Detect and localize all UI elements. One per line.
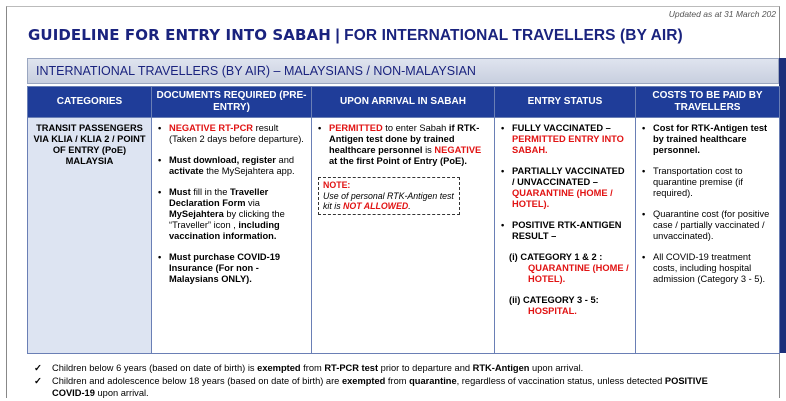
footnote-1: ✓ Children below 6 years (based on date of birth) is exempted from RT-PCR test prior to departure and RTK-Antigen upon arrival. xyxy=(34,363,584,373)
footnote-2: ✓ Children and adolescence below 18 years (based on date of birth) are exempted from quarantine, regardless of vaccination status, unless detected POSITIVE xyxy=(34,376,708,386)
costs-cell xyxy=(636,118,780,354)
cost-item: • Quarantine cost (for positive case / partially vaccinated / unvaccinated). xyxy=(642,209,773,242)
section-header: INTERNATIONAL TRAVELLERS (BY AIR) – MALAYSIANS / NON-MALAYSIAN xyxy=(27,58,779,84)
doc-item-declaration: • Must fill in the Traveller Declaration Form via MySejahtera by clicking the “Traveller” icon , including vaccination information. xyxy=(158,187,305,242)
table-row xyxy=(28,118,780,354)
positive-subcategories xyxy=(501,252,629,317)
sub-category-3-5: (ii) CATEGORY 3 - 5: HOSPITAL. xyxy=(509,295,599,316)
cost-item: • All COVID-19 treatment costs, including hospital admission (Category 3 - 5). xyxy=(642,252,773,285)
col-arrival: UPON ARRIVAL IN SABAH xyxy=(312,87,495,118)
checkmark-icon: ✓ xyxy=(34,363,42,373)
title-sub: FOR INTERNATIONAL TRAVELLERS (BY AIR) xyxy=(344,27,683,44)
arrival-note: NOTE: Use of personal RTK-Antigen test kit is NOT ALLOWED. xyxy=(318,177,460,215)
note-label: NOTE: xyxy=(323,180,351,190)
footnote-2-continued: COVID-19 upon arrival. xyxy=(52,388,149,398)
updated-date: Updated as at 31 March 202 xyxy=(668,9,776,19)
right-edge-bar xyxy=(779,58,786,353)
checkmark-icon: ✓ xyxy=(34,376,42,386)
arrival-item: • PERMITTED to enter Sabah if RTK-Antigen test done by trained healthcare personnel is NEGATIVE at the first Point of Entry (PoE). xyxy=(318,123,488,167)
col-documents: DOCUMENTS REQUIRED (PRE-ENTRY) xyxy=(152,87,312,118)
cost-item: • Transportation cost to quarantine premise (if required). xyxy=(642,166,773,199)
sub-category-1-2: (i) CATEGORY 1 & 2 : QUARANTINE (HOME / HOTEL). xyxy=(509,252,629,284)
col-costs: COSTS TO BE PAID BY TRAVELLERS xyxy=(636,87,780,118)
table-header-row xyxy=(28,87,780,118)
title-main: GUIDELINE FOR ENTRY INTO SABAH xyxy=(28,26,331,44)
page-title xyxy=(28,26,683,45)
category-cell xyxy=(28,118,152,354)
status-fully-vaccinated: • FULLY VACCINATED – PERMITTED ENTRY INTO SABAH. xyxy=(501,123,629,156)
status-partially-vaccinated: • PARTIALLY VACCINATED / UNVACCINATED – QUARANTINE (HOME / HOTEL). xyxy=(501,166,629,210)
category-text: TRANSIT PASSENGERS VIA KLIA / KLIA 2 / POINT OF ENTRY (PoE) MALAYSIA xyxy=(33,123,146,166)
arrival-cell xyxy=(312,118,495,354)
doc-item-insurance: • Must purchase COVID-19 Insurance (For non - Malaysians ONLY). xyxy=(158,252,305,285)
documents-cell xyxy=(152,118,312,354)
guideline-table xyxy=(27,86,780,354)
doc-item-rtpcr: • NEGATIVE RT-PCR result (Taken 2 days before departure). xyxy=(158,123,305,145)
col-status: ENTRY STATUS xyxy=(495,87,636,118)
title-separator: | xyxy=(330,27,345,44)
status-positive: • POSITIVE RTK-ANTIGEN RESULT – xyxy=(501,220,629,242)
doc-item-mysejahtera: • Must download, register and activate the MySejahtera app. xyxy=(158,155,305,177)
status-cell xyxy=(495,118,636,354)
col-categories: CATEGORIES xyxy=(28,87,152,118)
cost-item: • Cost for RTK-Antigen test by trained healthcare personnel. xyxy=(642,123,773,156)
